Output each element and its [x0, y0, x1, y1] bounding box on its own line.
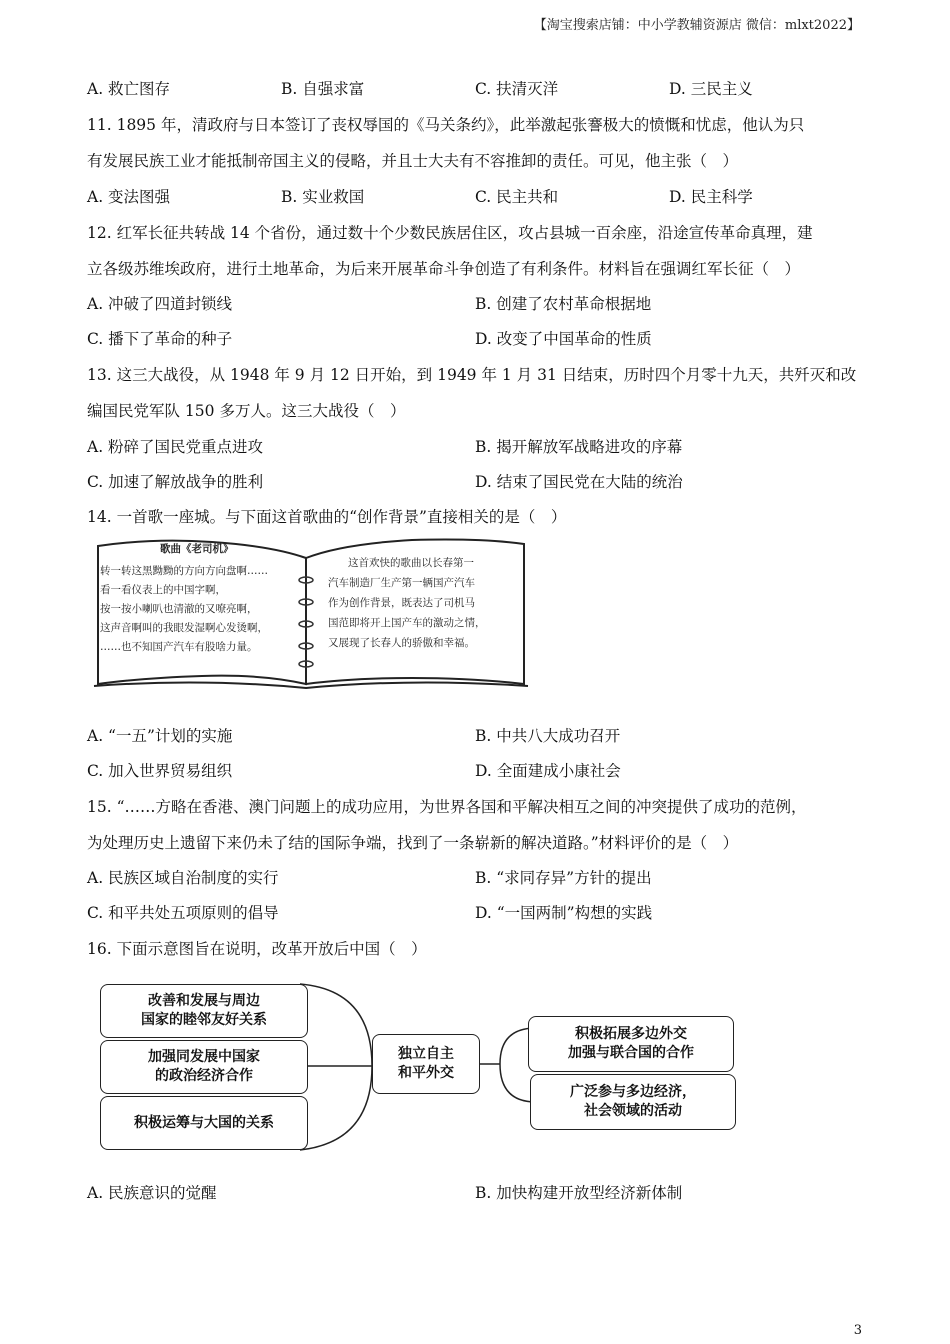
diagram-box-developing-countries: 加强同发展中国家 的政治经济合作	[100, 1040, 308, 1094]
q13-stem-line2: 编国民党军队 150 多万人。这三大战役（ ）	[87, 402, 406, 420]
q15-stem-line2: 为处理历史上遗留下来仍未了结的国际争端，找到了一条崭新的解决道路。”材料评价的是（ ）	[87, 834, 739, 852]
q13-option-d: D. 结束了国民党在大陆的统治	[475, 473, 683, 491]
book-song-title: 歌曲《老司机》	[160, 543, 234, 555]
diagram-box-multilateral-diplomacy: 积极拓展多边外交 加强与联合国的合作	[528, 1016, 734, 1072]
book-right-line: 作为创作背景，既表达了司机马	[328, 597, 475, 609]
q11-option-a: A. 变法图强	[87, 188, 171, 206]
q10-option-c: C. 扶清灭洋	[475, 80, 559, 98]
page-header: 【淘宝搜索店铺：中小学教辅资源店 微信：mlxt2022】	[533, 18, 860, 33]
q13-option-a: A. 粉碎了国民党重点进攻	[87, 438, 264, 456]
q11-option-d: D. 民主科学	[669, 188, 753, 206]
q10-option-b: B. 自强求富	[281, 80, 365, 98]
diagram-box-multilateral-economy: 广泛参与多边经济， 社会领域的活动	[530, 1074, 736, 1130]
q12-option-c: C. 播下了革命的种子	[87, 330, 233, 348]
q12-option-d: D. 改变了中国革命的性质	[475, 330, 652, 348]
q14-option-c: C. 加入世界贸易组织	[87, 762, 233, 780]
book-right-line: 国范即将开上国产车的激动之情，	[328, 617, 486, 629]
book-left-line: 转一转这黑黝黝的方向方向盘啊……	[100, 565, 268, 577]
q15-option-c: C. 和平共处五项原则的倡导	[87, 904, 279, 922]
book-left-line: 这声音啊叫的我眼发湿啊心发烫啊，	[100, 622, 268, 634]
q13-option-b: B. 揭开解放军战略进攻的序幕	[475, 438, 683, 456]
page-number: 3	[853, 1323, 862, 1338]
q12-option-b: B. 创建了农村革命根据地	[475, 295, 652, 313]
book-left-line: 按一按小喇叭也清澈的又嘹亮啊，	[100, 603, 258, 615]
q12-stem-line2: 立各级苏维埃政府，进行土地革命，为后来开展革命斗争创造了有利条件。材料旨在强调红军长征（ ）	[87, 260, 801, 278]
q15-option-a: A. 民族区域自治制度的实行	[87, 869, 279, 887]
q15-option-d: D. “一国两制”构想的实践	[475, 904, 653, 922]
q10-option-a: A. 救亡图存	[87, 80, 171, 98]
q11-stem-line2: 有发展民族工业才能抵制帝国主义的侵略，并且士大夫有不容推卸的责任。可见，他主张（ ）	[87, 152, 739, 170]
q14-stem: 14. 一首歌一座城。与下面这首歌曲的“创作背景”直接相关的是（ ）	[87, 508, 567, 526]
diagram-box-independent-peaceful-diplomacy: 独立自主 和平外交	[372, 1034, 480, 1094]
q11-option-b: B. 实业救国	[281, 188, 365, 206]
q14-option-b: B. 中共八大成功召开	[475, 727, 621, 745]
book-right-line: 汽车制造厂生产第一辆国产汽车	[328, 577, 475, 589]
q13-stem-line1: 13. 这三大战役，从 1948 年 9 月 12 日开始，到 1949 年 1 月 31 日结束，历时四个月零十九天，共歼灭和改	[87, 366, 857, 384]
q14-option-d: D. 全面建成小康社会	[475, 762, 621, 780]
q12-stem-line1: 12. 红军长征共转战 14 个省份，通过数十个少数民族居住区，攻占县城一百余座，沿途宣传革命真理，建	[87, 224, 813, 242]
q10-option-d: D. 三民主义	[669, 80, 753, 98]
q16-option-a: A. 民族意识的觉醒	[87, 1184, 217, 1202]
q15-option-b: B. “求同存异”方针的提出	[475, 869, 652, 887]
q16-stem: 16. 下面示意图旨在说明，改革开放后中国（ ）	[87, 940, 427, 958]
q11-stem-line1: 11. 1895 年，清政府与日本签订了丧权辱国的《马关条约》，此举激起张謇极大的愤慨和忧虑，他认为只	[87, 116, 805, 134]
diagram-box-major-powers: 积极运筹与大国的关系	[100, 1096, 308, 1150]
q12-option-a: A. 冲破了四道封锁线	[87, 295, 233, 313]
q16-option-b: B. 加快构建开放型经济新体制	[475, 1184, 683, 1202]
q13-option-c: C. 加速了解放战争的胜利	[87, 473, 264, 491]
q14-option-a: A. “一五”计划的实施	[87, 727, 233, 745]
book-right-line: 这首欢快的歌曲以长春第一	[348, 557, 474, 569]
book-right-line: 又展现了长春人的骄傲和幸福。	[328, 637, 475, 649]
book-left-line: 看一看仪表上的中国字啊，	[100, 584, 226, 596]
diagram-box-neighbors: 改善和发展与周边 国家的睦邻友好关系	[100, 984, 308, 1038]
q15-stem-line1: 15. “……方略在香港、澳门问题上的成功应用，为世界各国和平解决相互之间的冲突提供了成功的范例，	[87, 798, 807, 816]
q11-option-c: C. 民主共和	[475, 188, 559, 206]
book-left-line: ……也不知国产汽车有股啥力量。	[100, 641, 258, 653]
